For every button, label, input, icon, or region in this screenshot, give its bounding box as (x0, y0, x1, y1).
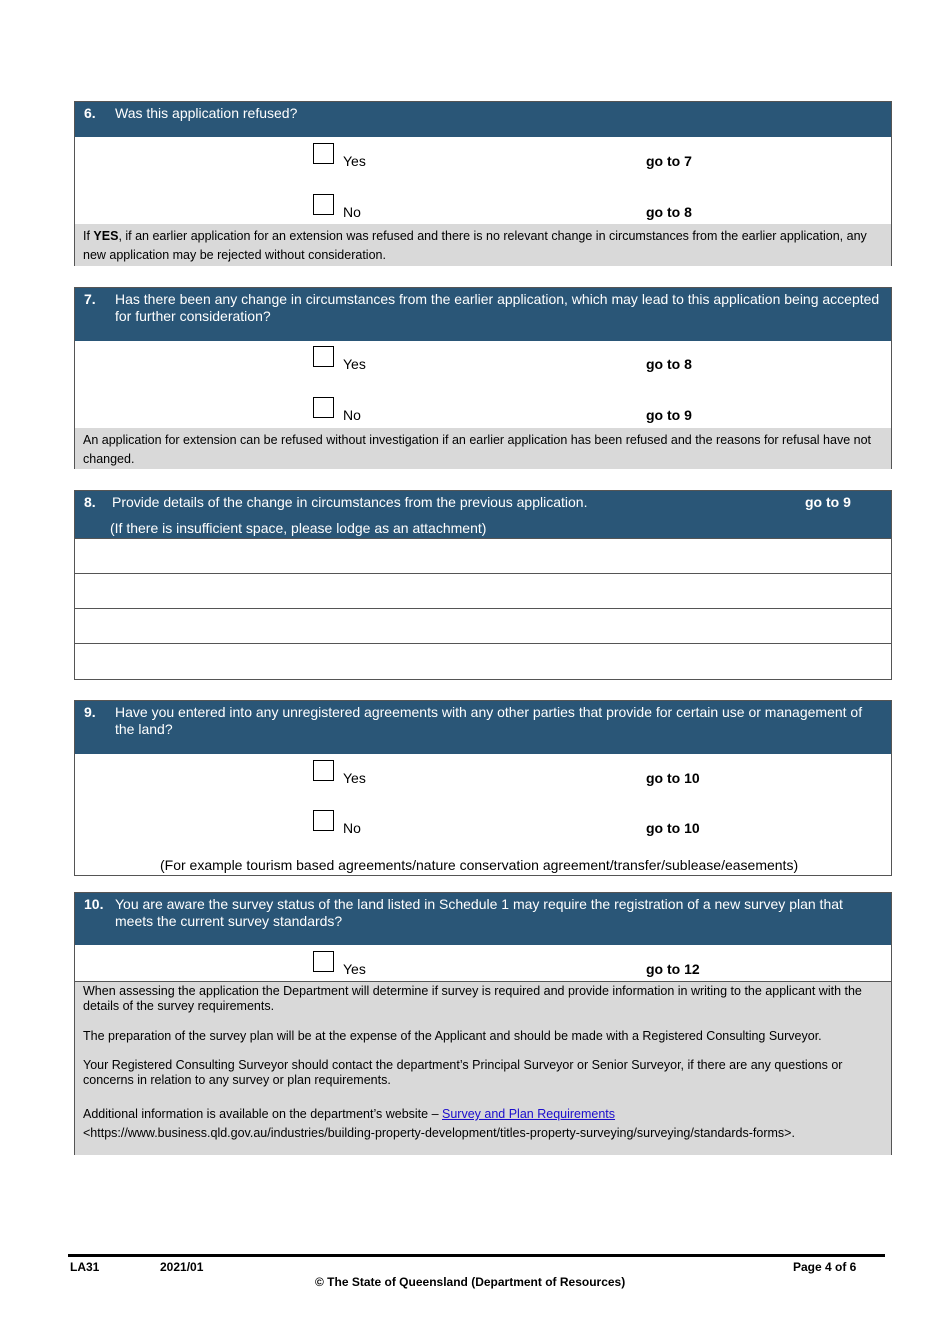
question-6-section (74, 101, 892, 266)
question-text: Was this application refused? (115, 105, 298, 121)
survey-plan-requirements-link[interactable]: Survey and Plan Requirements (442, 1107, 616, 1121)
copyright: © The State of Queensland (Department of Resources) (315, 1275, 626, 1289)
question-7-note: An application for extension can be refused without investigation if an earlier application has been refused and the reasons for refusal have not changed. (75, 428, 891, 469)
question-6-header (75, 102, 891, 137)
question-7-header (75, 288, 891, 341)
question-text: Have you entered into any unregistered agreements with any other parties that provide for certain use or management of the land? (115, 704, 863, 737)
no-label: No (343, 204, 361, 220)
form-version: 2021/01 (160, 1260, 204, 1274)
yes-checkbox[interactable] (313, 760, 334, 781)
details-line-1[interactable] (75, 538, 891, 574)
question-8-header (75, 491, 891, 538)
details-line-4[interactable] (75, 643, 891, 680)
goto-label: go to 10 (646, 820, 700, 836)
footer-rule (68, 1254, 885, 1257)
goto-label: go to 10 (646, 770, 700, 786)
goto-label: go to 7 (646, 153, 692, 169)
details-line-2[interactable] (75, 573, 891, 609)
question-text: Has there been any change in circumstances from the earlier application, which may lead to this application being accepted for further consideration? (115, 291, 880, 324)
question-number: 10. (84, 896, 104, 912)
no-checkbox[interactable] (313, 397, 334, 418)
question-9-section (74, 700, 892, 876)
yes-checkbox[interactable] (313, 346, 334, 367)
question-6-note: If YES, if an earlier application for an extension was refused and there is no relevant change in circumstances from the earlier application, any new application may be rejected without consideration. (75, 224, 891, 266)
question-text: Provide details of the change in circumstances from the previous application. (112, 494, 588, 510)
yes-label: Yes (343, 153, 366, 169)
question-number: 8. (84, 494, 96, 510)
survey-url-text: <https://www.business.qld.gov.au/industries/building-property-development/titles-property-surveying/surveying/standards-forms>. (83, 1126, 795, 1140)
no-label: No (343, 820, 361, 836)
goto-label: go to 9 (805, 494, 851, 510)
question-8-section (74, 490, 892, 680)
yes-checkbox[interactable] (313, 951, 334, 972)
question-number: 7. (84, 291, 96, 307)
page-number: Page 4 of 6 (793, 1260, 857, 1274)
survey-paragraph-2: The preparation of the survey plan will be at the expense of the Applicant and should be made with a Registered Consulting Surveyor. (83, 1029, 822, 1043)
question-number: 9. (84, 704, 96, 720)
no-label: No (343, 407, 361, 423)
question-9-header (75, 701, 891, 754)
question-subtext: (If there is insufficient space, please lodge as an attachment) (110, 520, 487, 536)
yes-label: Yes (343, 961, 366, 977)
goto-label: go to 8 (646, 356, 692, 372)
question-10-header (75, 893, 891, 945)
example-text: (For example tourism based agreements/nature conservation agreement/transfer/sublease/easements) (160, 857, 799, 873)
details-line-3[interactable] (75, 608, 891, 644)
question-text: You are aware the survey status of the land listed in Schedule 1 may require the registration of a new survey plan that meets the current survey standards? (115, 896, 843, 929)
survey-info-panel (75, 981, 891, 1155)
yes-checkbox[interactable] (313, 143, 334, 164)
survey-paragraph-1: When assessing the application the Department will determine if survey is required and provide information in writing to the applicant with the details of the survey requirements. (83, 984, 862, 1013)
yes-label: Yes (343, 356, 366, 372)
no-checkbox[interactable] (313, 810, 334, 831)
goto-label: go to 9 (646, 407, 692, 423)
question-number: 6. (84, 105, 96, 121)
yes-label: Yes (343, 770, 366, 786)
survey-paragraph-3: Your Registered Consulting Surveyor should contact the department’s Principal Surveyor or Senior Surveyor, if there are any questions or concerns in relation to any survey or plan requirements. (83, 1058, 843, 1087)
question-10-section (74, 892, 892, 1155)
form-code: LA31 (70, 1260, 100, 1274)
goto-label: go to 8 (646, 204, 692, 220)
survey-additional-info: Additional information is available on the department’s website – Survey and Plan Requirements <https://www.business.qld.gov.au/industries/building-property-development/titles-property-surveying/surveying/standards-forms>. (83, 1107, 795, 1140)
question-7-section (74, 287, 892, 469)
goto-label: go to 12 (646, 961, 700, 977)
no-checkbox[interactable] (313, 194, 334, 215)
